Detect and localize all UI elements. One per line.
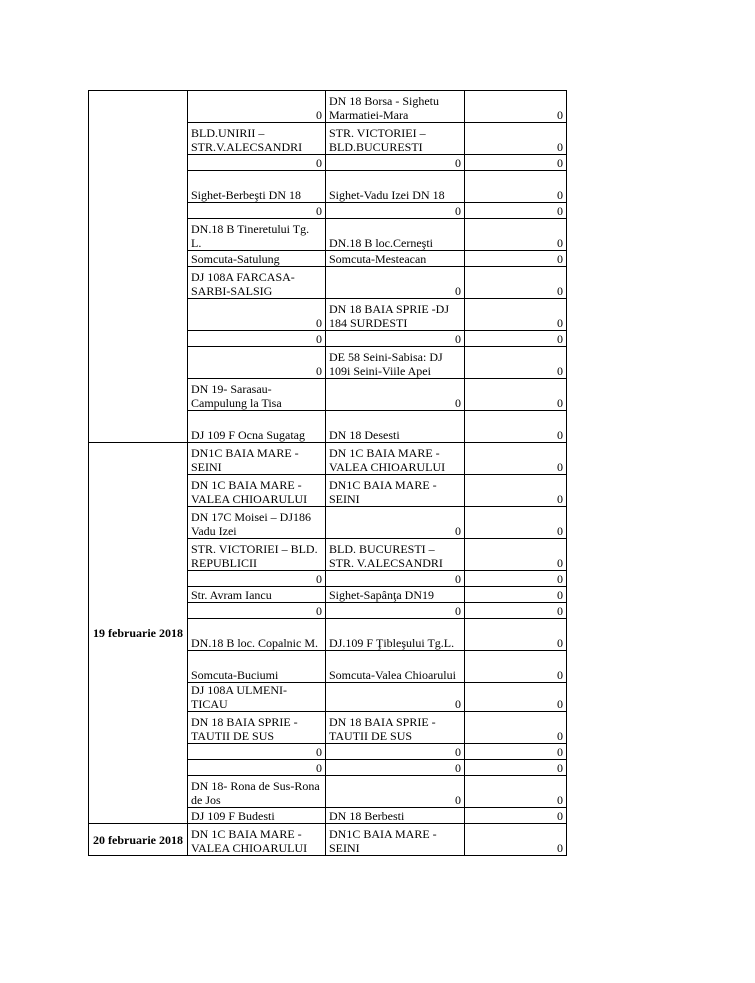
value-cell: 0 <box>465 299 567 331</box>
value-cell: 0 <box>465 808 567 824</box>
value-cell: 0 <box>465 379 567 411</box>
table-row <box>89 91 567 123</box>
value-cell: 0 <box>465 712 567 744</box>
segment-to-cell: DN1C BAIA MARE - SEINI <box>326 824 465 856</box>
date-cell: 19 februarie 2018 <box>89 443 188 824</box>
value-cell: 0 <box>465 539 567 571</box>
segment-to-cell: STR. VICTORIEI – BLD.BUCURESTI <box>326 123 465 155</box>
segment-from-cell: Str. Avram Iancu <box>188 587 326 603</box>
segment-from-cell: DN 1C BAIA MARE - VALEA CHIOARULUI <box>188 475 326 507</box>
table-body <box>89 91 567 856</box>
segment-to-cell: DJ.109 F Ţibleşului Tg.L. <box>326 619 465 651</box>
segment-to-cell: 0 <box>326 776 465 808</box>
segment-from-cell: DN.18 B loc. Copalnic M. <box>188 619 326 651</box>
date-cell <box>89 91 188 443</box>
segment-from-cell: DN 1C BAIA MARE - VALEA CHIOARULUI <box>188 824 326 856</box>
value-cell: 0 <box>465 411 567 443</box>
segment-to-cell: 0 <box>326 379 465 411</box>
segment-from-cell: Sighet-Berbeşti DN 18 <box>188 171 326 203</box>
segment-from-cell: 0 <box>188 571 326 587</box>
segment-from-cell: Somcuta-Buciumi <box>188 651 326 683</box>
segment-to-cell: Sighet-Sapânţa DN19 <box>326 587 465 603</box>
table-row <box>89 443 567 475</box>
segment-from-cell: 0 <box>188 744 326 760</box>
segment-from-cell: STR. VICTORIEI – BLD. REPUBLICII <box>188 539 326 571</box>
segment-to-cell: DN 18 Berbesti <box>326 808 465 824</box>
segment-to-cell: DE 58 Seini-Sabisa: DJ 109i Seini-Viile Apei <box>326 347 465 379</box>
segment-from-cell: 0 <box>188 603 326 619</box>
segment-from-cell: 0 <box>188 299 326 331</box>
date-cell: 20 februarie 2018 <box>89 824 188 856</box>
value-cell: 0 <box>465 619 567 651</box>
segment-to-cell: DN1C BAIA MARE - SEINI <box>326 475 465 507</box>
segment-to-cell: 0 <box>326 203 465 219</box>
segment-to-cell: 0 <box>326 603 465 619</box>
segment-from-cell: DJ 109 F Ocna Sugatag <box>188 411 326 443</box>
segment-to-cell: 0 <box>326 744 465 760</box>
segment-from-cell: DJ 108A ULMENI-TICAU <box>188 683 326 712</box>
segment-to-cell: Somcuta-Valea Chioarului <box>326 651 465 683</box>
segment-to-cell: DN 1C BAIA MARE - VALEA CHIOARULUI <box>326 443 465 475</box>
segment-from-cell: DN 17C Moisei – DJ186 Vadu Izei <box>188 507 326 539</box>
value-cell: 0 <box>465 587 567 603</box>
value-cell: 0 <box>465 760 567 776</box>
value-cell: 0 <box>465 171 567 203</box>
segment-to-cell: 0 <box>326 683 465 712</box>
segment-to-cell: 0 <box>326 571 465 587</box>
table-row <box>89 824 567 856</box>
value-cell: 0 <box>465 603 567 619</box>
value-cell: 0 <box>465 219 567 251</box>
value-cell: 0 <box>465 824 567 856</box>
value-cell: 0 <box>465 507 567 539</box>
segment-to-cell: Sighet-Vadu Izei DN 18 <box>326 171 465 203</box>
value-cell: 0 <box>465 331 567 347</box>
value-cell: 0 <box>465 776 567 808</box>
segment-from-cell: DN 19- Sarasau-Campulung la Tisa <box>188 379 326 411</box>
value-cell: 0 <box>465 251 567 267</box>
segment-to-cell: DN 18 Borsa - Sighetu Marmatiei-Mara <box>326 91 465 123</box>
segment-from-cell: DJ 109 F Budesti <box>188 808 326 824</box>
segment-from-cell: 0 <box>188 331 326 347</box>
segment-to-cell: 0 <box>326 155 465 171</box>
segment-to-cell: DN 18 BAIA SPRIE - TAUTII DE SUS <box>326 712 465 744</box>
value-cell: 0 <box>465 571 567 587</box>
value-cell: 0 <box>465 651 567 683</box>
value-cell: 0 <box>465 744 567 760</box>
value-cell: 0 <box>465 203 567 219</box>
segment-from-cell: 0 <box>188 347 326 379</box>
segment-from-cell: DN 18- Rona de Sus-Rona de Jos <box>188 776 326 808</box>
segment-from-cell: 0 <box>188 203 326 219</box>
segment-from-cell: Somcuta-Satulung <box>188 251 326 267</box>
segment-from-cell: 0 <box>188 155 326 171</box>
segment-to-cell: BLD. BUCURESTI – STR. V.ALECSANDRI <box>326 539 465 571</box>
value-cell: 0 <box>465 91 567 123</box>
segment-to-cell: Somcuta-Mesteacan <box>326 251 465 267</box>
segment-to-cell: DN 18 BAIA SPRIE -DJ 184 SURDESTI <box>326 299 465 331</box>
value-cell: 0 <box>465 475 567 507</box>
segment-from-cell: 0 <box>188 91 326 123</box>
segment-to-cell: 0 <box>326 267 465 299</box>
segment-to-cell: 0 <box>326 760 465 776</box>
traffic-table <box>88 90 567 856</box>
segment-to-cell: 0 <box>326 507 465 539</box>
value-cell: 0 <box>465 155 567 171</box>
value-cell: 0 <box>465 347 567 379</box>
segment-from-cell: DN 18 BAIA SPRIE - TAUTII DE SUS <box>188 712 326 744</box>
segment-to-cell: DN 18 Desesti <box>326 411 465 443</box>
value-cell: 0 <box>465 443 567 475</box>
value-cell: 0 <box>465 267 567 299</box>
segment-from-cell: 0 <box>188 760 326 776</box>
segment-from-cell: DN.18 B Tineretului Tg. L. <box>188 219 326 251</box>
segment-from-cell: DJ 108A FARCASA-SARBI-SALSIG <box>188 267 326 299</box>
segment-from-cell: DN1C BAIA MARE - SEINI <box>188 443 326 475</box>
value-cell: 0 <box>465 683 567 712</box>
segment-to-cell: DN.18 B loc.Cerneşti <box>326 219 465 251</box>
value-cell: 0 <box>465 123 567 155</box>
segment-to-cell: 0 <box>326 331 465 347</box>
segment-from-cell: BLD.UNIRII – STR.V.ALECSANDRI <box>188 123 326 155</box>
